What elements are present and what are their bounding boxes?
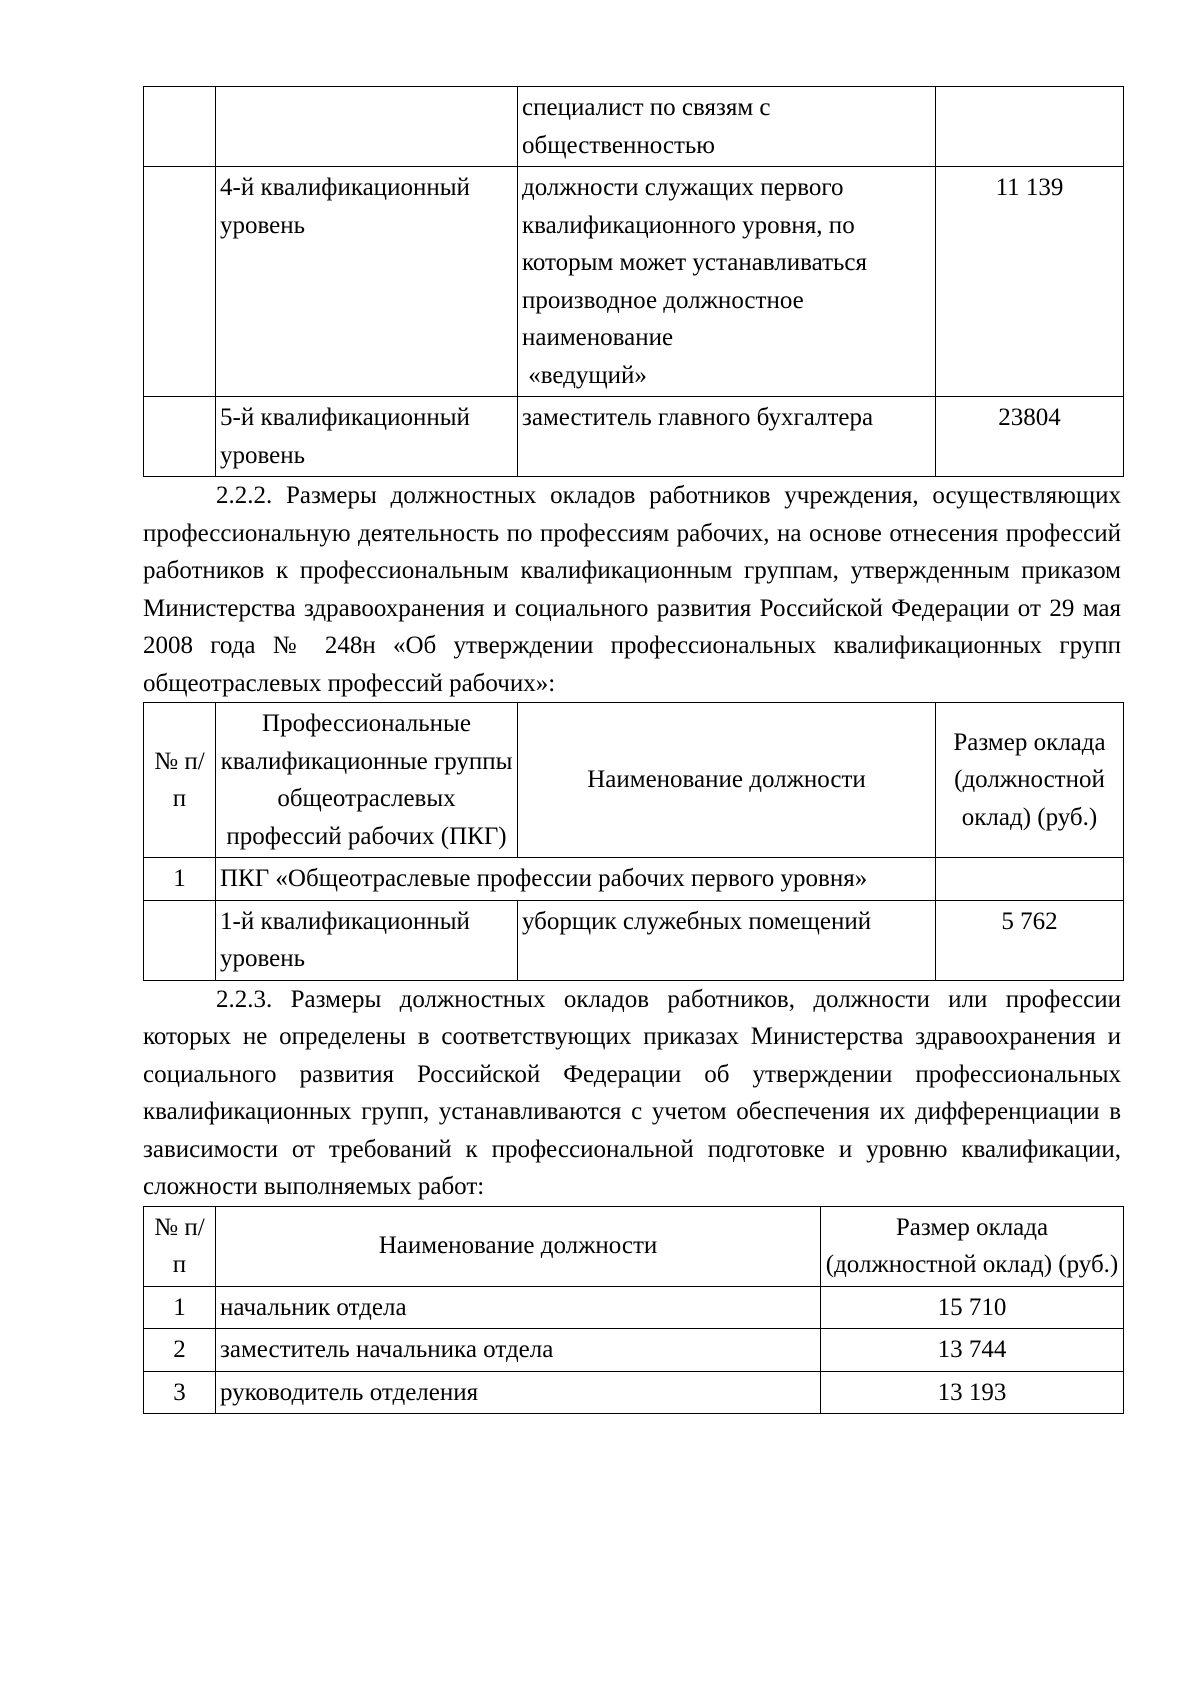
salary-value: 11 139: [936, 167, 1124, 397]
qualification-level: 1-й квалификационный уровень: [216, 900, 518, 980]
salary-table-employees: [143, 86, 1124, 477]
header-salary: Размер оклада (должностной оклад) (руб.): [936, 703, 1124, 858]
table-row: [144, 167, 1124, 397]
position-name: заместитель начальника отдела: [216, 1329, 821, 1372]
qualification-level: 4-й квалификационный уровень: [216, 167, 518, 397]
table-row: [144, 858, 1124, 901]
header-group: Профессиональные квалификационные группы общеотраслевых профессий рабочих (ПКГ): [216, 703, 518, 858]
table-row: [144, 87, 1124, 167]
salary-value: 13 744: [821, 1329, 1124, 1372]
table-header-row: [144, 1206, 1124, 1286]
row-number: [144, 167, 216, 397]
salary-value: 23804: [936, 397, 1124, 477]
salary-value: 5 762: [936, 900, 1124, 980]
header-salary: Размер оклада (должностной оклад) (руб.): [821, 1206, 1124, 1286]
row-number: 2: [144, 1329, 216, 1372]
table-row: [144, 1329, 1124, 1372]
salary-value: 15 710: [821, 1286, 1124, 1329]
row-number: [144, 900, 216, 980]
qualification-level: 5-й квалификационный уровень: [216, 397, 518, 477]
row-number: [144, 87, 216, 167]
salary-table-other: [143, 1206, 1124, 1415]
group-name: ПКГ «Общеотраслевые профессии рабочих первого уровня»: [216, 858, 936, 901]
paragraph-2-2-3: 2.2.3. Размеры должностных окладов работников, должности или профессии которых не определены в соответствующих приказах Министерства здравоохранения и социального развития Российской Федерации об утверждении профессиональных квалификационных групп, устанавливаются с учетом обеспечения их дифференциации в зависимости от требований к профессиональной подготовке и уровню квалификации, сложности выполняемых работ:: [143, 985, 1121, 1200]
salary-value: [936, 858, 1124, 901]
document-page: [143, 86, 1123, 1414]
table-row: [144, 900, 1124, 980]
header-position: Наименование должности: [216, 1206, 821, 1286]
position-name: заместитель главного бухгалтера: [518, 397, 936, 477]
paragraph-2-2-2: 2.2.2. Размеры должностных окладов работников учреждения, осуществляющих профессиональную деятельность по профессиям рабочих, на основе отнесения профессий работников к профессиональным квалификационным группам, утвержденным приказом Министерства здравоохранения и социального развития Российской Федерации от 29 мая 2008 года № 248н «Об утверждении профессиональных квалификационных групп общеотраслевых профессий рабочих»:: [143, 482, 1121, 697]
position-name: специалист по связям с общественностью: [518, 87, 936, 167]
table-row: [144, 1286, 1124, 1329]
header-num: № п/п: [144, 1206, 216, 1286]
position-name: начальник отдела: [216, 1286, 821, 1329]
table-row: [144, 1371, 1124, 1414]
row-number: 3: [144, 1371, 216, 1414]
row-number: 1: [144, 1286, 216, 1329]
row-number: 1: [144, 858, 216, 901]
salary-value: 13 193: [821, 1371, 1124, 1414]
position-name: руководитель отделения: [216, 1371, 821, 1414]
position-name: уборщик служебных помещений: [518, 900, 936, 980]
row-number: [144, 397, 216, 477]
salary-table-workers: [143, 702, 1124, 981]
header-num: № п/п: [144, 703, 216, 858]
table-row: [144, 397, 1124, 477]
header-position: Наименование должности: [518, 703, 936, 858]
table-header-row: [144, 703, 1124, 858]
qualification-level: [216, 87, 518, 167]
salary-value: [936, 87, 1124, 167]
position-name: должности служащих первого квалификационного уровня, по которым может устанавливаться производное должностное наименование «ведущий»: [518, 167, 936, 397]
